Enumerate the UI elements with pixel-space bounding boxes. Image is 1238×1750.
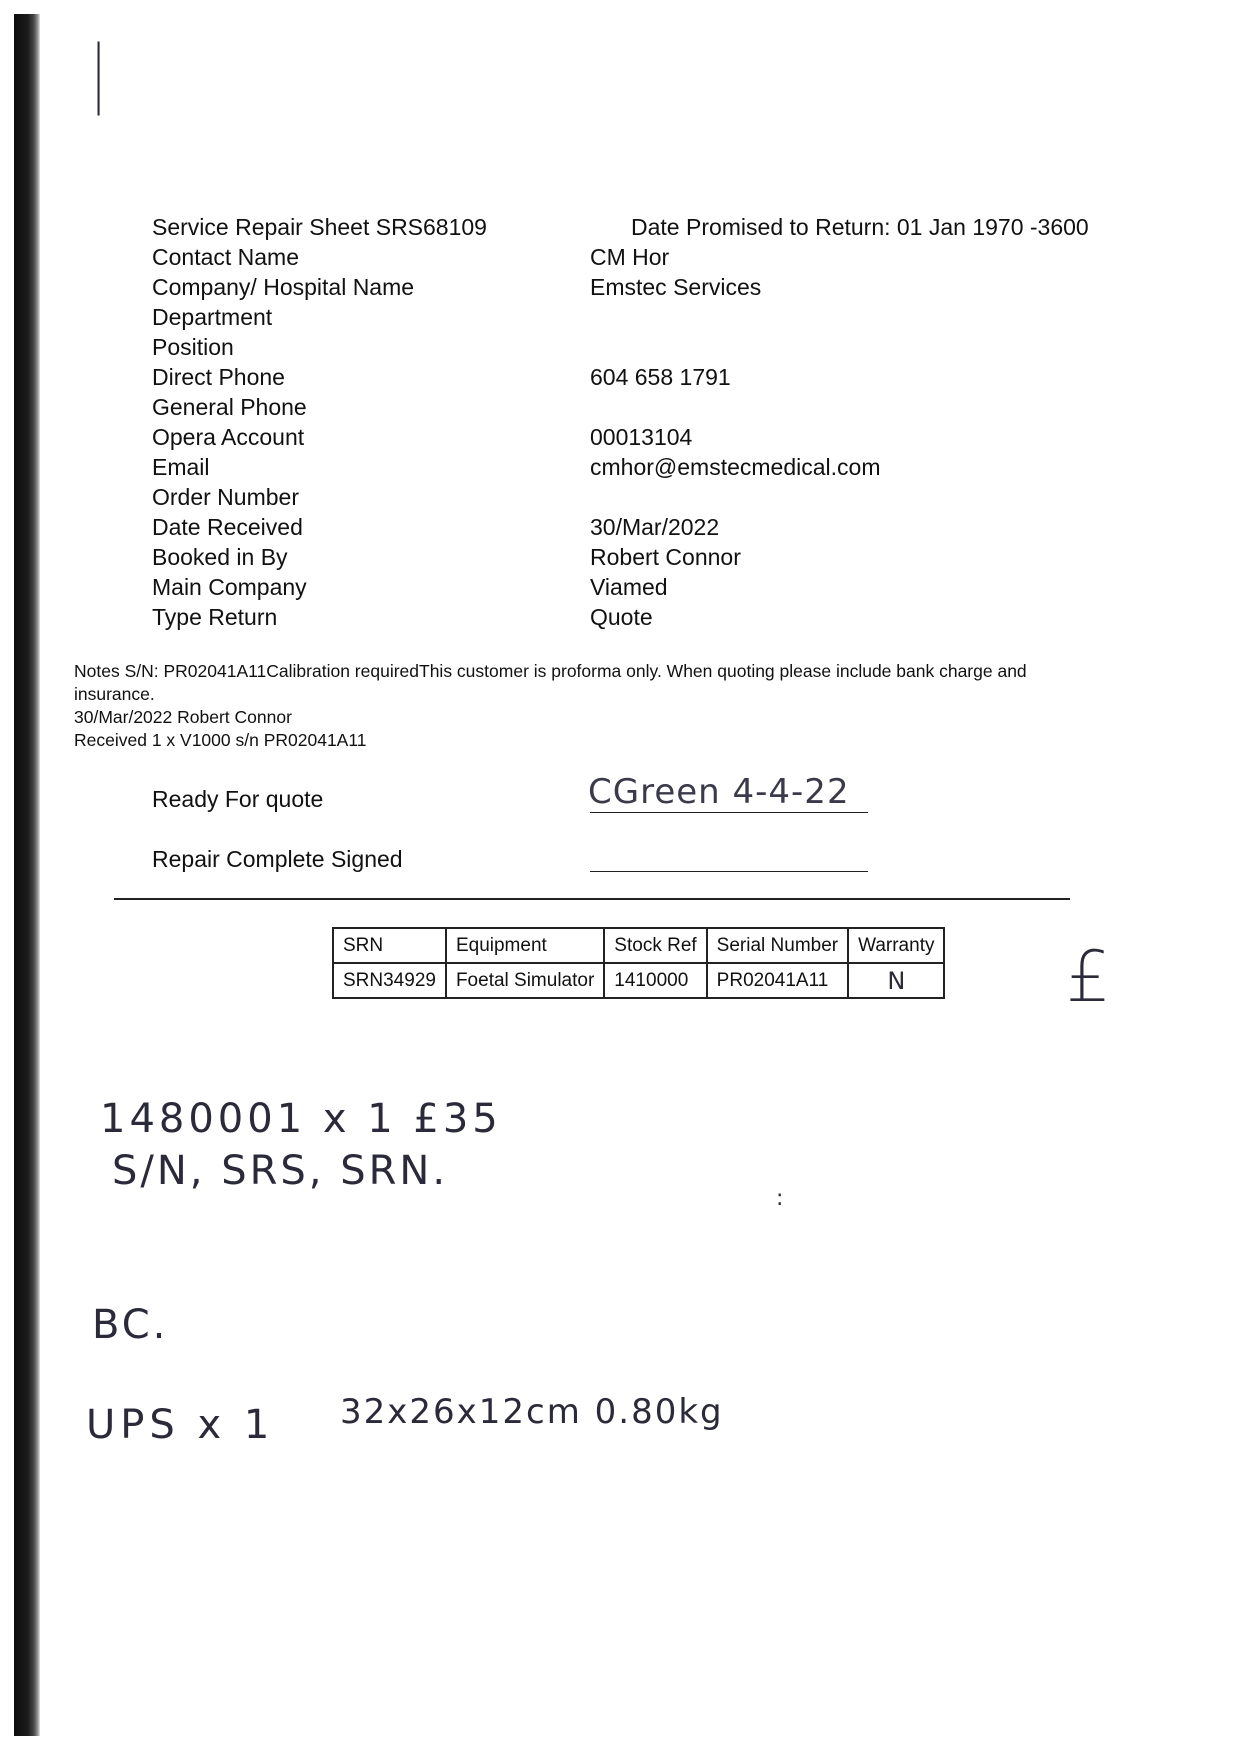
- field-value: [590, 482, 1112, 512]
- field-row: [152, 482, 1112, 512]
- handwritten-bc-note: BC.: [92, 1302, 169, 1348]
- field-row: [152, 542, 1112, 572]
- notes-block: [74, 660, 1184, 752]
- field-row: [152, 512, 1112, 542]
- field-row: [152, 332, 1112, 362]
- header-warranty: Warranty: [848, 928, 944, 963]
- notes-line: Received 1 x V1000 s/n PR02041A11: [74, 730, 367, 750]
- field-value: 604 658 1791: [590, 364, 731, 390]
- header-stock-ref: Stock Ref: [604, 928, 706, 963]
- field-row: [152, 272, 1112, 302]
- section-divider: [114, 898, 1070, 900]
- field-label: Direct Phone: [152, 364, 285, 390]
- table-row: [333, 963, 944, 998]
- notes-line: insurance.: [74, 684, 155, 704]
- equipment-header-row: [333, 928, 944, 963]
- handwritten-ref-line: S/N, SRS, SRN.: [112, 1148, 449, 1194]
- repair-complete-signature-line: [590, 871, 868, 872]
- cell-stock-ref: 1410000: [604, 963, 706, 998]
- handwritten-part-line: 1480001 x 1 £35: [100, 1096, 502, 1142]
- field-row: [152, 572, 1112, 602]
- handwritten-currency: £: [1066, 936, 1111, 1018]
- field-value: Emstec Services: [590, 274, 762, 300]
- field-value: [590, 332, 1112, 362]
- field-row: [152, 452, 1112, 482]
- field-value: [590, 302, 1112, 332]
- field-row: [152, 392, 1112, 422]
- header-equipment: Equipment: [446, 928, 604, 963]
- notes-line: 30/Mar/2022 Robert Connor: [74, 707, 292, 727]
- field-row: [152, 422, 1112, 452]
- cell-warranty: N: [848, 963, 944, 998]
- field-row: [152, 242, 1112, 272]
- ready-for-quote-label: Ready For quote: [152, 786, 324, 812]
- field-label: Position: [152, 334, 234, 360]
- field-label: Booked in By: [152, 544, 288, 570]
- field-value: CM Hor: [590, 244, 670, 270]
- field-label: Email: [152, 454, 210, 480]
- notes-line: Notes S/N: PR02041A11Calibration requiredThis customer is proforma only. When quoting please include bank charge and: [74, 661, 1027, 681]
- field-value: 00013104: [590, 424, 693, 450]
- field-label: Opera Account: [152, 424, 305, 450]
- ready-signature-line: [590, 812, 868, 813]
- handwritten-tally-mark: |: [90, 30, 106, 116]
- scan-edge: [14, 14, 40, 1736]
- field-label: Contact Name: [152, 244, 300, 270]
- repair-complete-label: Repair Complete Signed: [152, 846, 403, 872]
- field-label: Department: [152, 304, 273, 330]
- cell-serial-number: PR02041A11: [707, 963, 848, 998]
- scan-speck: :: [776, 1186, 784, 1211]
- field-value: [590, 392, 1112, 422]
- repair-fields-table: [152, 212, 1112, 632]
- ready-signature: CGreen 4-4-22: [588, 772, 850, 812]
- field-row: [152, 302, 1112, 332]
- handwritten-ups-dims: 32x26x12cm 0.80kg: [340, 1392, 724, 1432]
- sheet-title: Service Repair Sheet SRS68109: [152, 214, 487, 240]
- handwritten-ups-label: UPS x 1: [86, 1402, 275, 1448]
- field-label: Date Received: [152, 514, 303, 540]
- field-label: Order Number: [152, 484, 299, 510]
- field-value: Robert Connor: [590, 544, 741, 570]
- field-label: General Phone: [152, 394, 307, 420]
- field-label: Type Return: [152, 604, 278, 630]
- date-promised: Date Promised to Return: 01 Jan 1970 -3600: [631, 214, 1089, 240]
- field-row: [152, 362, 1112, 392]
- field-value: Quote: [590, 604, 653, 630]
- field-row: [152, 602, 1112, 632]
- field-value: cmhor@emstecmedical.com: [590, 454, 881, 480]
- header-serial-number: Serial Number: [707, 928, 848, 963]
- header-srn: SRN: [333, 928, 446, 963]
- equipment-table: [332, 927, 945, 999]
- cell-equipment: Foetal Simulator: [446, 963, 604, 998]
- field-value: Viamed: [590, 574, 668, 600]
- title-row: [152, 212, 1112, 242]
- field-value: 30/Mar/2022: [590, 514, 720, 540]
- field-label: Company/ Hospital Name: [152, 274, 415, 300]
- field-label: Main Company: [152, 574, 307, 600]
- cell-srn: SRN34929: [333, 963, 446, 998]
